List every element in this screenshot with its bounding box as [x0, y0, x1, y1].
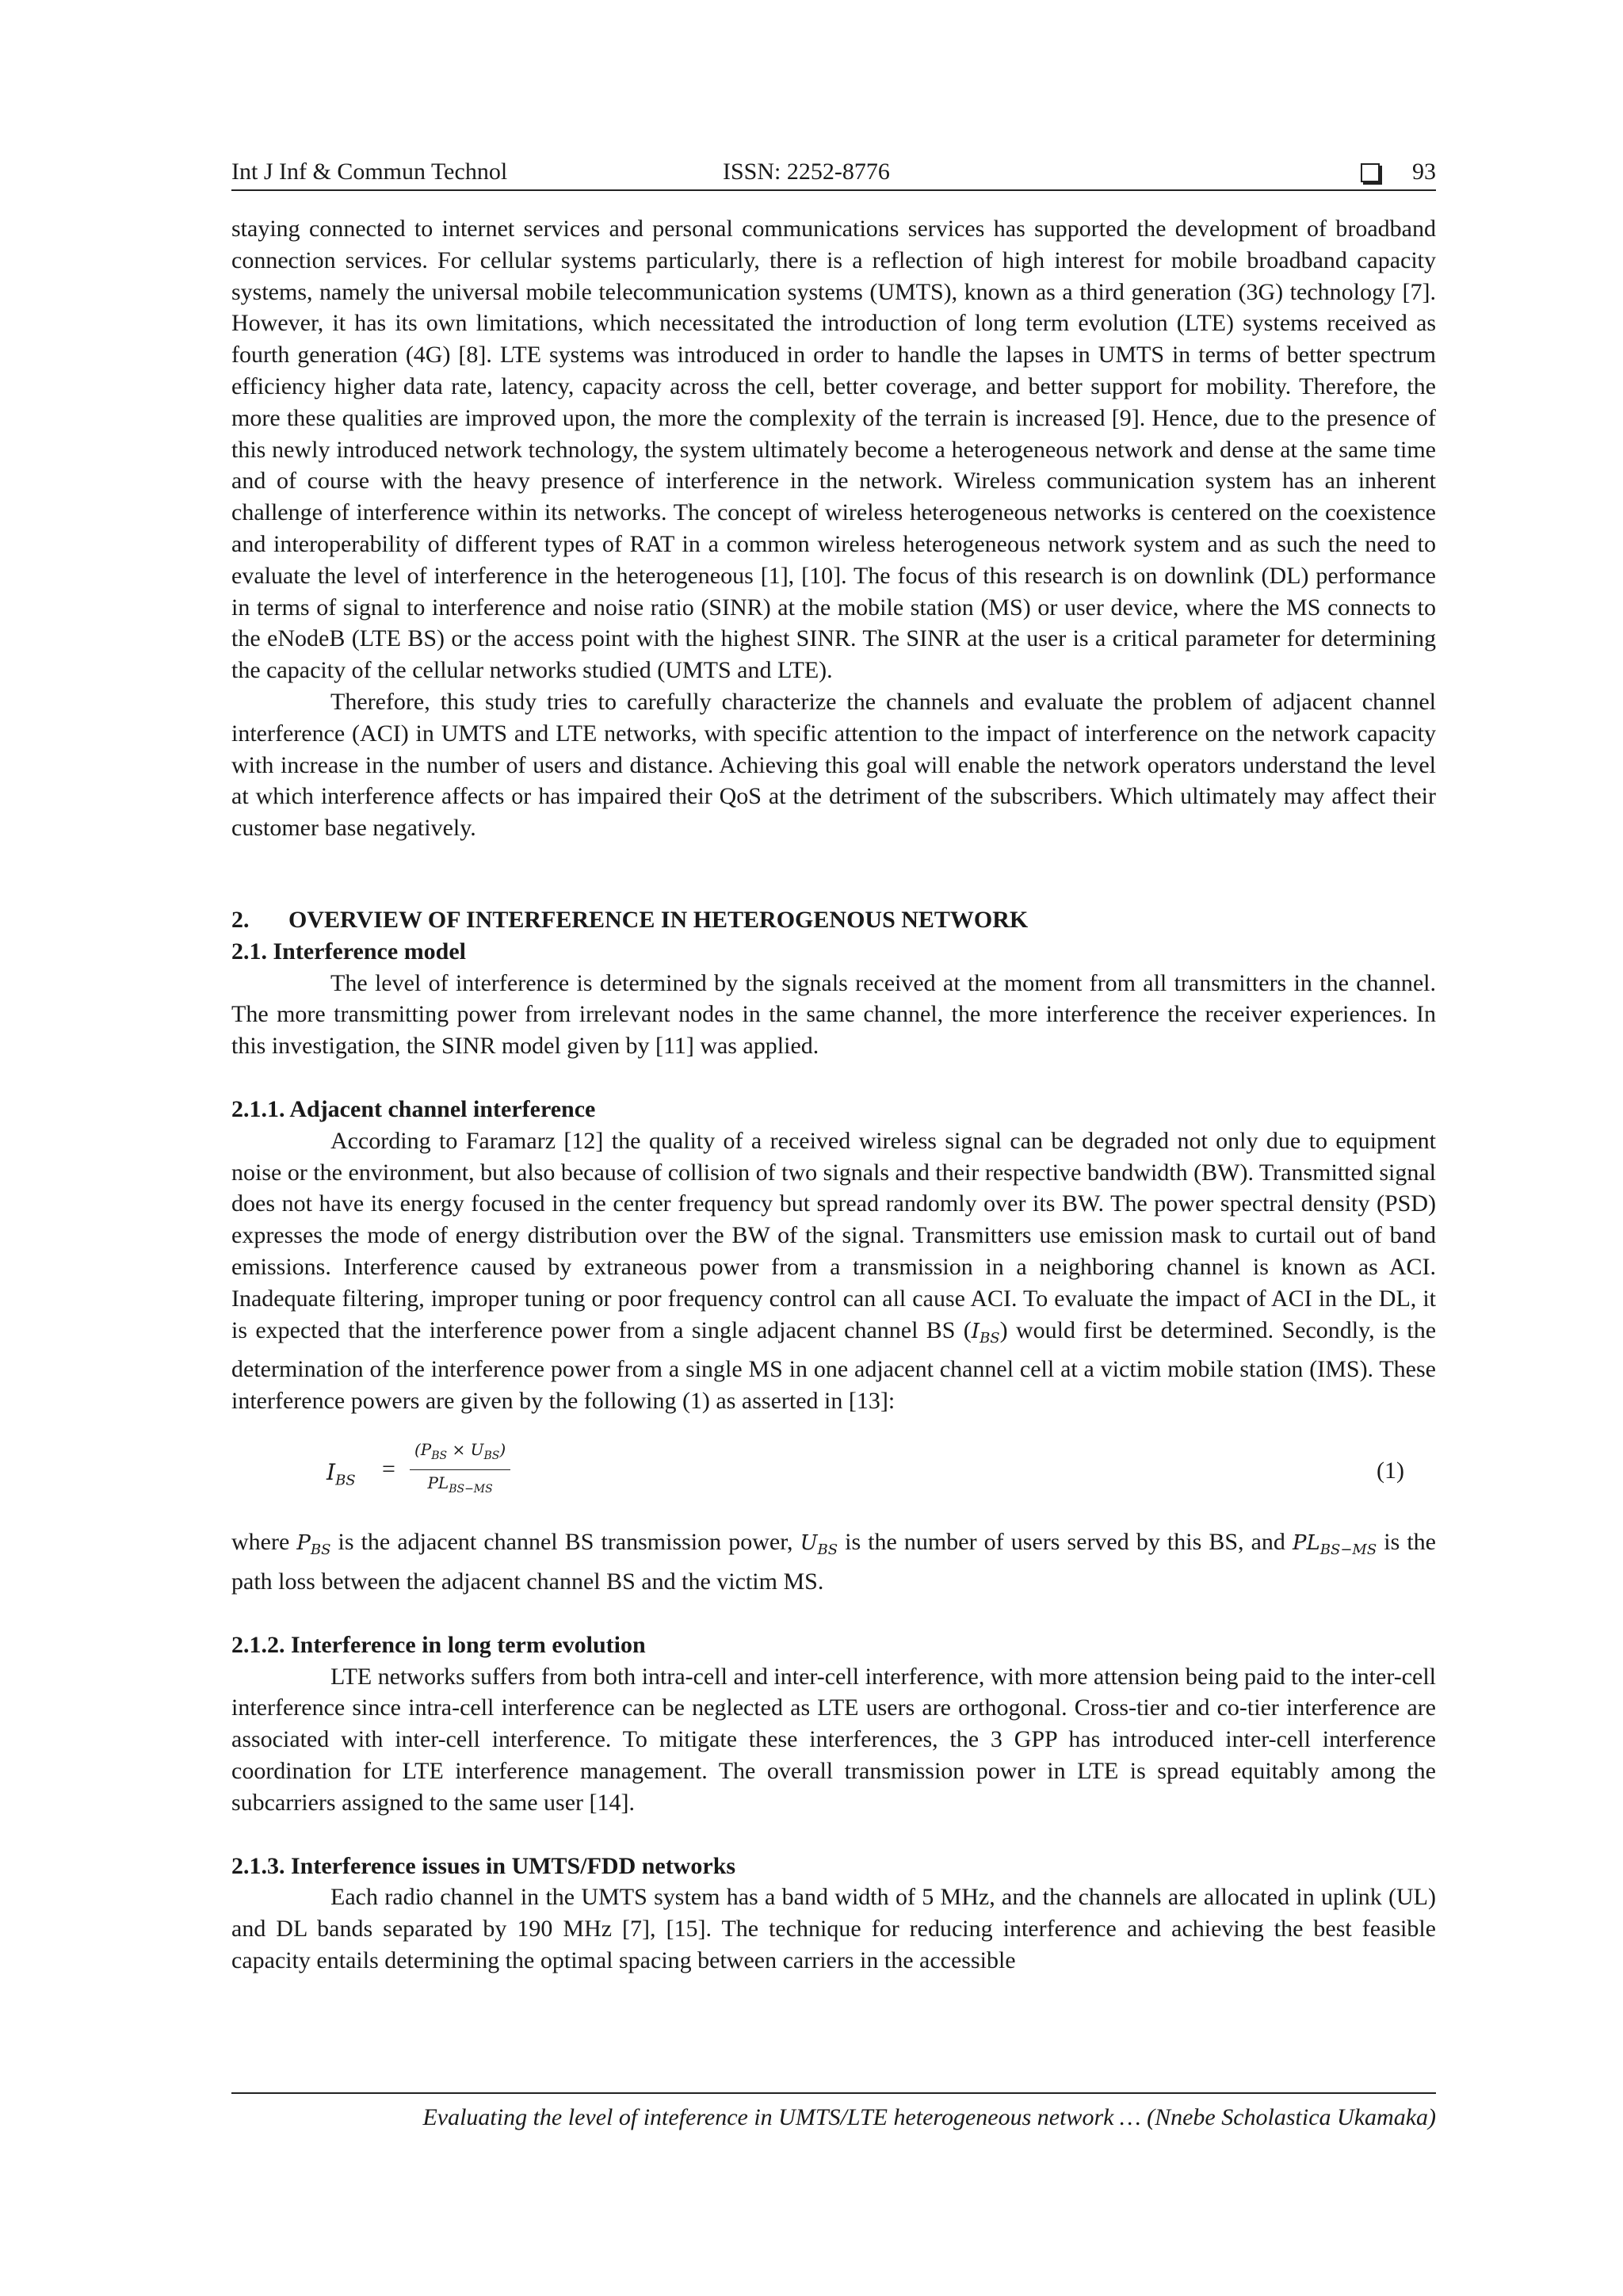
- equation-1: [231, 1438, 1436, 1507]
- running-footer: Evaluating the level of inteference in UMTS/LTE heterogeneous network … (Nnebe Scholastica Ukamaka): [231, 2092, 1436, 2134]
- subsection-2-1-1-text: [231, 1125, 1436, 1417]
- subsection-2-1-3-heading: 2.1.3. Interference issues in UMTS/FDD networks: [231, 1852, 736, 1879]
- running-header: [231, 155, 1436, 191]
- journal-name: Int J Inf & Commun Technol: [231, 159, 508, 185]
- section-number: 2.: [231, 906, 250, 933]
- equation-number: (1): [1377, 1457, 1404, 1484]
- paragraph-2: Therefore, this study tries to carefully characterize the channels and evaluate the problem of adjacent channel interference (ACI) in UMTS and LTE networks, with specific attention to the impact of interference on the network capacity with increase in the number of users and distance. Achieving this goal will enable the network operators understand the level at which interference affects or has impaired their QoS at the detriment of the subscribers. Which ultimately may affect their customer base negatively.: [231, 688, 1436, 842]
- math-symbol: $I_{BS}$: [971, 1319, 1000, 1347]
- page: [231, 155, 1436, 1977]
- section-2-heading: [231, 904, 1436, 936]
- subsection-2-1-1-heading: 2.1.1. Adjacent channel interference: [231, 1095, 596, 1122]
- equation-fraction: [410, 1438, 510, 1502]
- fraction-numerator: $(P_{BS} \times U_{BS})$: [410, 1438, 510, 1470]
- page-number: 93: [1412, 159, 1436, 185]
- subsection-2-1-text: The level of interference is determined by the signals received at the moment from all transmitters in the channel. The more transmitting power from irrelevant nodes in the same channel, the more interference the receiver experiences. In this investigation, the SINR model given by [11] was applied.: [231, 969, 1436, 1060]
- text-part-a: According to Faramarz [12] the quality of a received wireless signal can be degraded not only due to equipment noise or the environment, but also because of collision of two signals and their respective bandwidth (BW). Transmitted signal does not have its energy focused in the center frequency but spread randomly over its BW. The power spectral density (PSD) expresses the mode of energy distribution over the BW of the signal. Transmitters use emission mask to curtail out of band emissions. Interference caused by extraneous power from a transmission in a neighboring channel is known as ACI. Inadequate filtering, improper tuning or poor frequency control can all cause ACI. To evaluate the impact of ACI in the DL, it is expected that the interference power from a single adjacent channel BS (: [231, 1127, 1436, 1343]
- subsection-2-1-2-heading: 2.1.2. Interference in long term evolution: [231, 1631, 646, 1658]
- fraction-denominator: $PL_{BS-MS}$: [427, 1473, 493, 1496]
- where-clause: where $P_{BS}$ is the adjacent channel BS transmission power, $U_{BS}$ is the number of users served by this BS, and $PL_{BS-MS}$ is the path loss between the adjacent channel BS and the victim MS.: [231, 1529, 1436, 1595]
- square-box-icon: [1361, 163, 1380, 182]
- equals-sign: =: [382, 1456, 395, 1483]
- body-text: [231, 213, 1436, 1977]
- text-part-b: ) would first be determined. Secondly, is the determination of the interference power from a single MS in one adjacent channel cell at a victim mobile station (IMS). These interference powers are given by the following (1) as asserted in [13]:: [231, 1316, 1437, 1415]
- section-title: OVERVIEW OF INTERFERENCE IN HETEROGENOUS NETWORK: [288, 906, 1029, 933]
- equation-lhs: $I_{BS}$: [327, 1459, 356, 1489]
- subsection-2-1-heading: 2.1. Interference model: [231, 938, 467, 965]
- paragraph-1: staying connected to internet services and personal communications services has supported the development of broadband connection services. For cellular systems particularly, there is a reflection of high interest for mobile broadband capacity systems, namely the universal mobile telecommunication systems (UMTS), known as a third generation (3G) technology [7]. However, it has its own limitations, which necessitated the introduction of long term evolution (LTE) systems received as fourth generation (4G) [8]. LTE systems was introduced in order to handle the lapses in UMTS in terms of better spectrum efficiency higher data rate, latency, capacity across the cell, better coverage, and better support for mobility. Therefore, the more these qualities are improved upon, the more the complexity of the terrain is increased [9]. Hence, due to the presence of this newly introduced network technology, the system ultimately become a heterogeneous network and dense at the same time and of course with the heavy presence of interference in the network. Wireless communication system has an inherent challenge of interference within its networks. The concept of wireless heterogeneous networks is centered on the coexistence and interoperability of different types of RAT in a common wireless heterogeneous network system and as such the need to evaluate the level of interference in the heterogeneous [1], [10]. The focus of this research is on downlink (DL) performance in terms of signal to interference and noise ratio (SINR) at the mobile station (MS) or user device, where the MS connects to the eNodeB (LTE BS) or the access point with the highest SINR. The SINR at the user is a critical parameter for determining the capacity of the cellular networks studied (UMTS and LTE).: [231, 216, 1436, 684]
- issn: ISSN: 2252-8776: [723, 159, 890, 185]
- subsection-2-1-2-text: LTE networks suffers from both intra-cell and inter-cell interference, with more attension being paid to the inter-cell interference since intra-cell interference can be neglected as LTE users are orthogonal. Cross-tier and co-tier interference are associated with inter-cell interference. To mitigate these interferences, the 3 GPP has introduced inter-cell interference coordination for LTE interference management. The overall transmission power in LTE is spread equitably among the subcarriers assigned to the same user [14].: [231, 1663, 1436, 1816]
- subsection-2-1-3-text: Each radio channel in the UMTS system has a band width of 5 MHz, and the channels are allocated in uplink (UL) and DL bands separated by 190 MHz [7], [15]. The technique for reducing interference and achieving the best feasible capacity entails determining the optimal spacing between carriers in the accessible: [231, 1884, 1436, 1974]
